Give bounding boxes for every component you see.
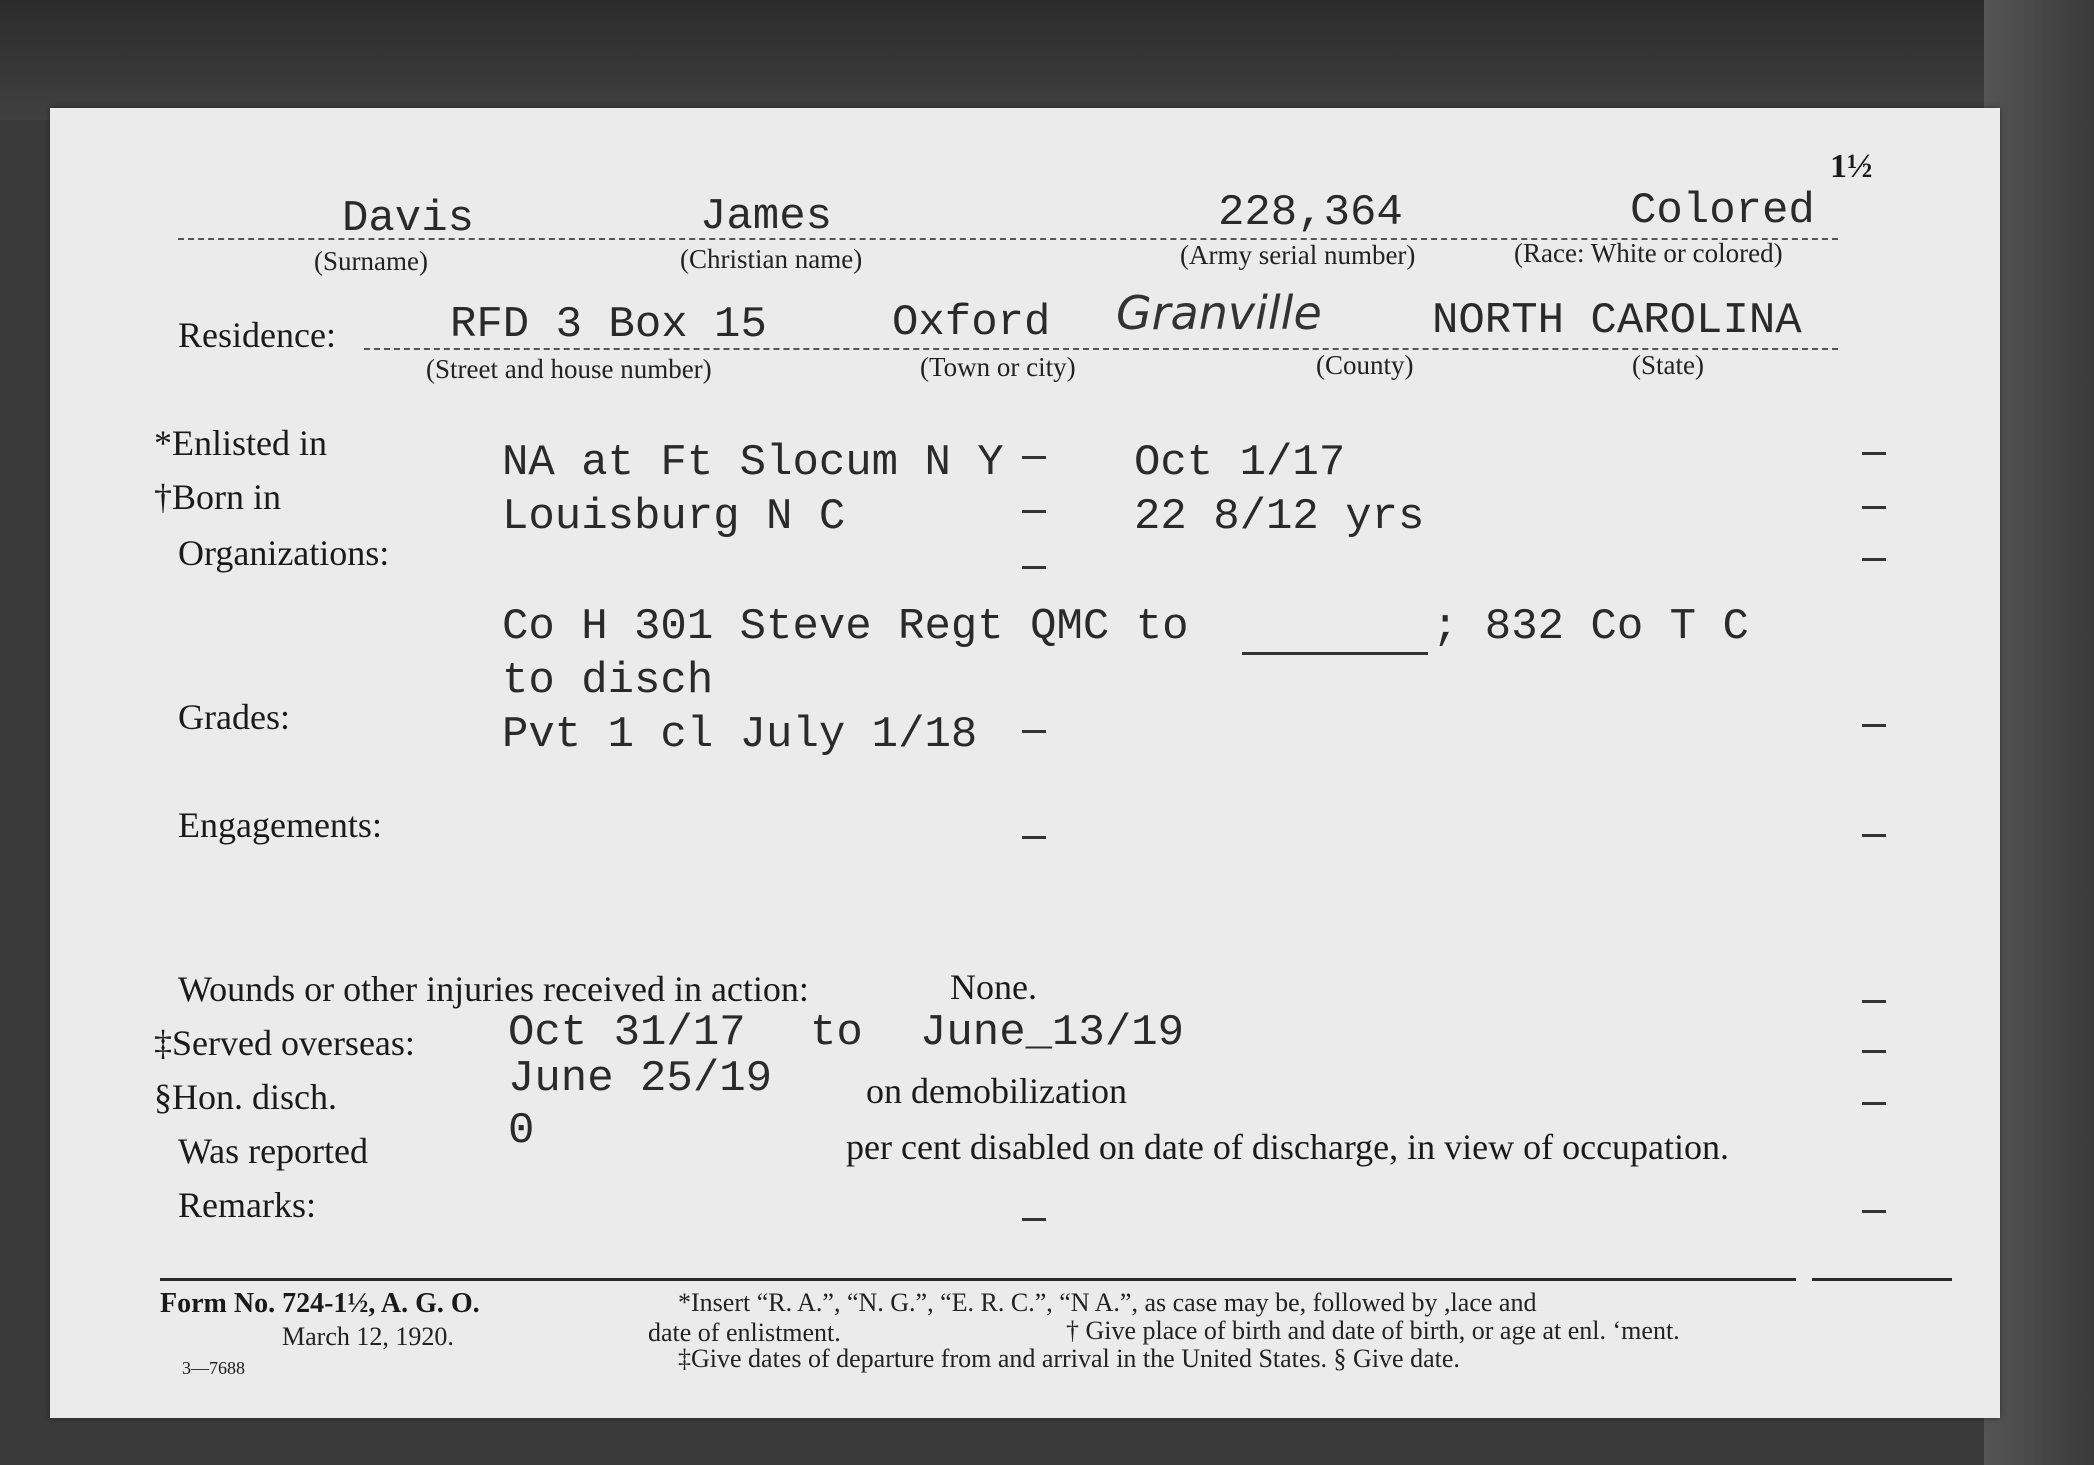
served-from-value: Oct 31/17 xyxy=(508,1008,746,1058)
organization-line-2: to disch xyxy=(502,656,714,706)
dash-mark xyxy=(1022,1218,1046,1221)
reported-label: Was reported xyxy=(178,1131,369,1171)
form-date: March 12, 1920. xyxy=(282,1322,454,1351)
served-to-value: June_13/19 xyxy=(920,1008,1185,1058)
dash-mark xyxy=(1862,1102,1886,1105)
enlisted-date-value: Oct 1/17 xyxy=(1134,438,1346,488)
dash-mark xyxy=(1862,1050,1886,1053)
dash-mark xyxy=(1862,724,1886,727)
form-number: Form No. 724-1½, A. G. O. xyxy=(160,1288,480,1319)
dash-mark xyxy=(1022,566,1046,569)
footer-note-line-3: ‡Give dates of departure from and arrival in the United States. § Give date. xyxy=(678,1344,1460,1373)
hon-disch-label: §Hon. disch. xyxy=(154,1077,337,1117)
street-caption: (Street and house number) xyxy=(426,354,712,384)
footer-note-line-1: *Insert “R. A.”, “N. G.”, “E. R. C.”, “N A.”, as case may be, followed by ,lace and xyxy=(678,1288,1537,1317)
served-to-word: to xyxy=(810,1008,863,1058)
wounds-value: None. xyxy=(950,967,1037,1007)
engagements-label: Engagements: xyxy=(178,805,382,845)
footer-rule-right xyxy=(1812,1278,1952,1281)
born-label: †Born in xyxy=(154,477,282,517)
organization-line-1b: ; 832 Co T C xyxy=(1432,602,1749,652)
wounds-label: Wounds or other injuries received in action: xyxy=(178,969,809,1009)
born-age-value: 22 8/12 yrs xyxy=(1134,492,1425,542)
dash-mark xyxy=(1862,558,1886,561)
remarks-label: Remarks: xyxy=(178,1185,316,1225)
dash-mark xyxy=(1022,730,1046,733)
hon-disch-date-value: June 25/19 xyxy=(508,1054,773,1104)
dash-mark xyxy=(1862,834,1886,837)
state-value: NORTH CAROLINA xyxy=(1432,296,1802,346)
organization-blank xyxy=(1242,652,1428,655)
grades-value: Pvt 1 cl July 1/18 xyxy=(502,710,978,760)
dash-mark xyxy=(1022,456,1046,459)
town-value: Oxford xyxy=(892,298,1051,348)
demobilization-text: on demobilization xyxy=(866,1071,1127,1111)
town-caption: (Town or city) xyxy=(920,352,1076,382)
street-value: RFD 3 Box 15 xyxy=(450,300,767,350)
state-caption: (State) xyxy=(1632,350,1704,380)
footer-rule xyxy=(160,1278,1796,1281)
disabled-text: per cent disabled on date of discharge, in view of occupation. xyxy=(846,1127,1730,1167)
card-fraction: 1½ xyxy=(1830,148,1873,185)
residence-row-line xyxy=(364,348,1838,350)
race-value: Colored xyxy=(1630,186,1815,236)
serial-number-value: 228,364 xyxy=(1218,188,1403,238)
scan-background-top xyxy=(0,0,2094,120)
enlisted-label: *Enlisted in xyxy=(154,423,327,463)
surname-value: Davis xyxy=(342,194,475,244)
organization-line-1a: Co H 301 Steve Regt QMC to xyxy=(502,602,1189,652)
surname-caption: (Surname) xyxy=(314,246,428,276)
race-caption: (Race: White or colored) xyxy=(1514,238,1783,268)
residence-label: Residence: xyxy=(178,315,336,355)
served-label: ‡Served overseas: xyxy=(154,1023,415,1063)
organizations-label: Organizations: xyxy=(178,533,390,573)
scan-background-right xyxy=(1984,0,2094,1465)
county-value: Granville xyxy=(1116,286,1322,340)
dash-mark xyxy=(1022,836,1046,839)
serial-caption: (Army serial number) xyxy=(1180,240,1416,270)
born-place-value: Louisburg N C xyxy=(502,492,846,542)
christian-name-value: James xyxy=(700,192,833,242)
reported-value: 0 xyxy=(508,1106,535,1156)
dash-mark xyxy=(1862,1210,1886,1213)
dash-mark xyxy=(1862,506,1886,509)
footer-note-line-2a: date of enlistment. xyxy=(648,1318,841,1347)
print-number: 3—7688 xyxy=(182,1358,245,1378)
christian-name-caption: (Christian name) xyxy=(680,244,863,274)
county-caption: (County) xyxy=(1316,350,1414,380)
dash-mark xyxy=(1862,1000,1886,1003)
grades-label: Grades: xyxy=(178,697,290,737)
dash-mark xyxy=(1862,452,1886,455)
dash-mark xyxy=(1022,510,1046,513)
enlisted-place-value: NA at Ft Slocum N Y xyxy=(502,438,1004,488)
service-record-card xyxy=(50,108,2000,1418)
footer-note-line-2b: † Give place of birth and date of birth, or age at enl. ‘ment. xyxy=(1066,1316,1680,1345)
